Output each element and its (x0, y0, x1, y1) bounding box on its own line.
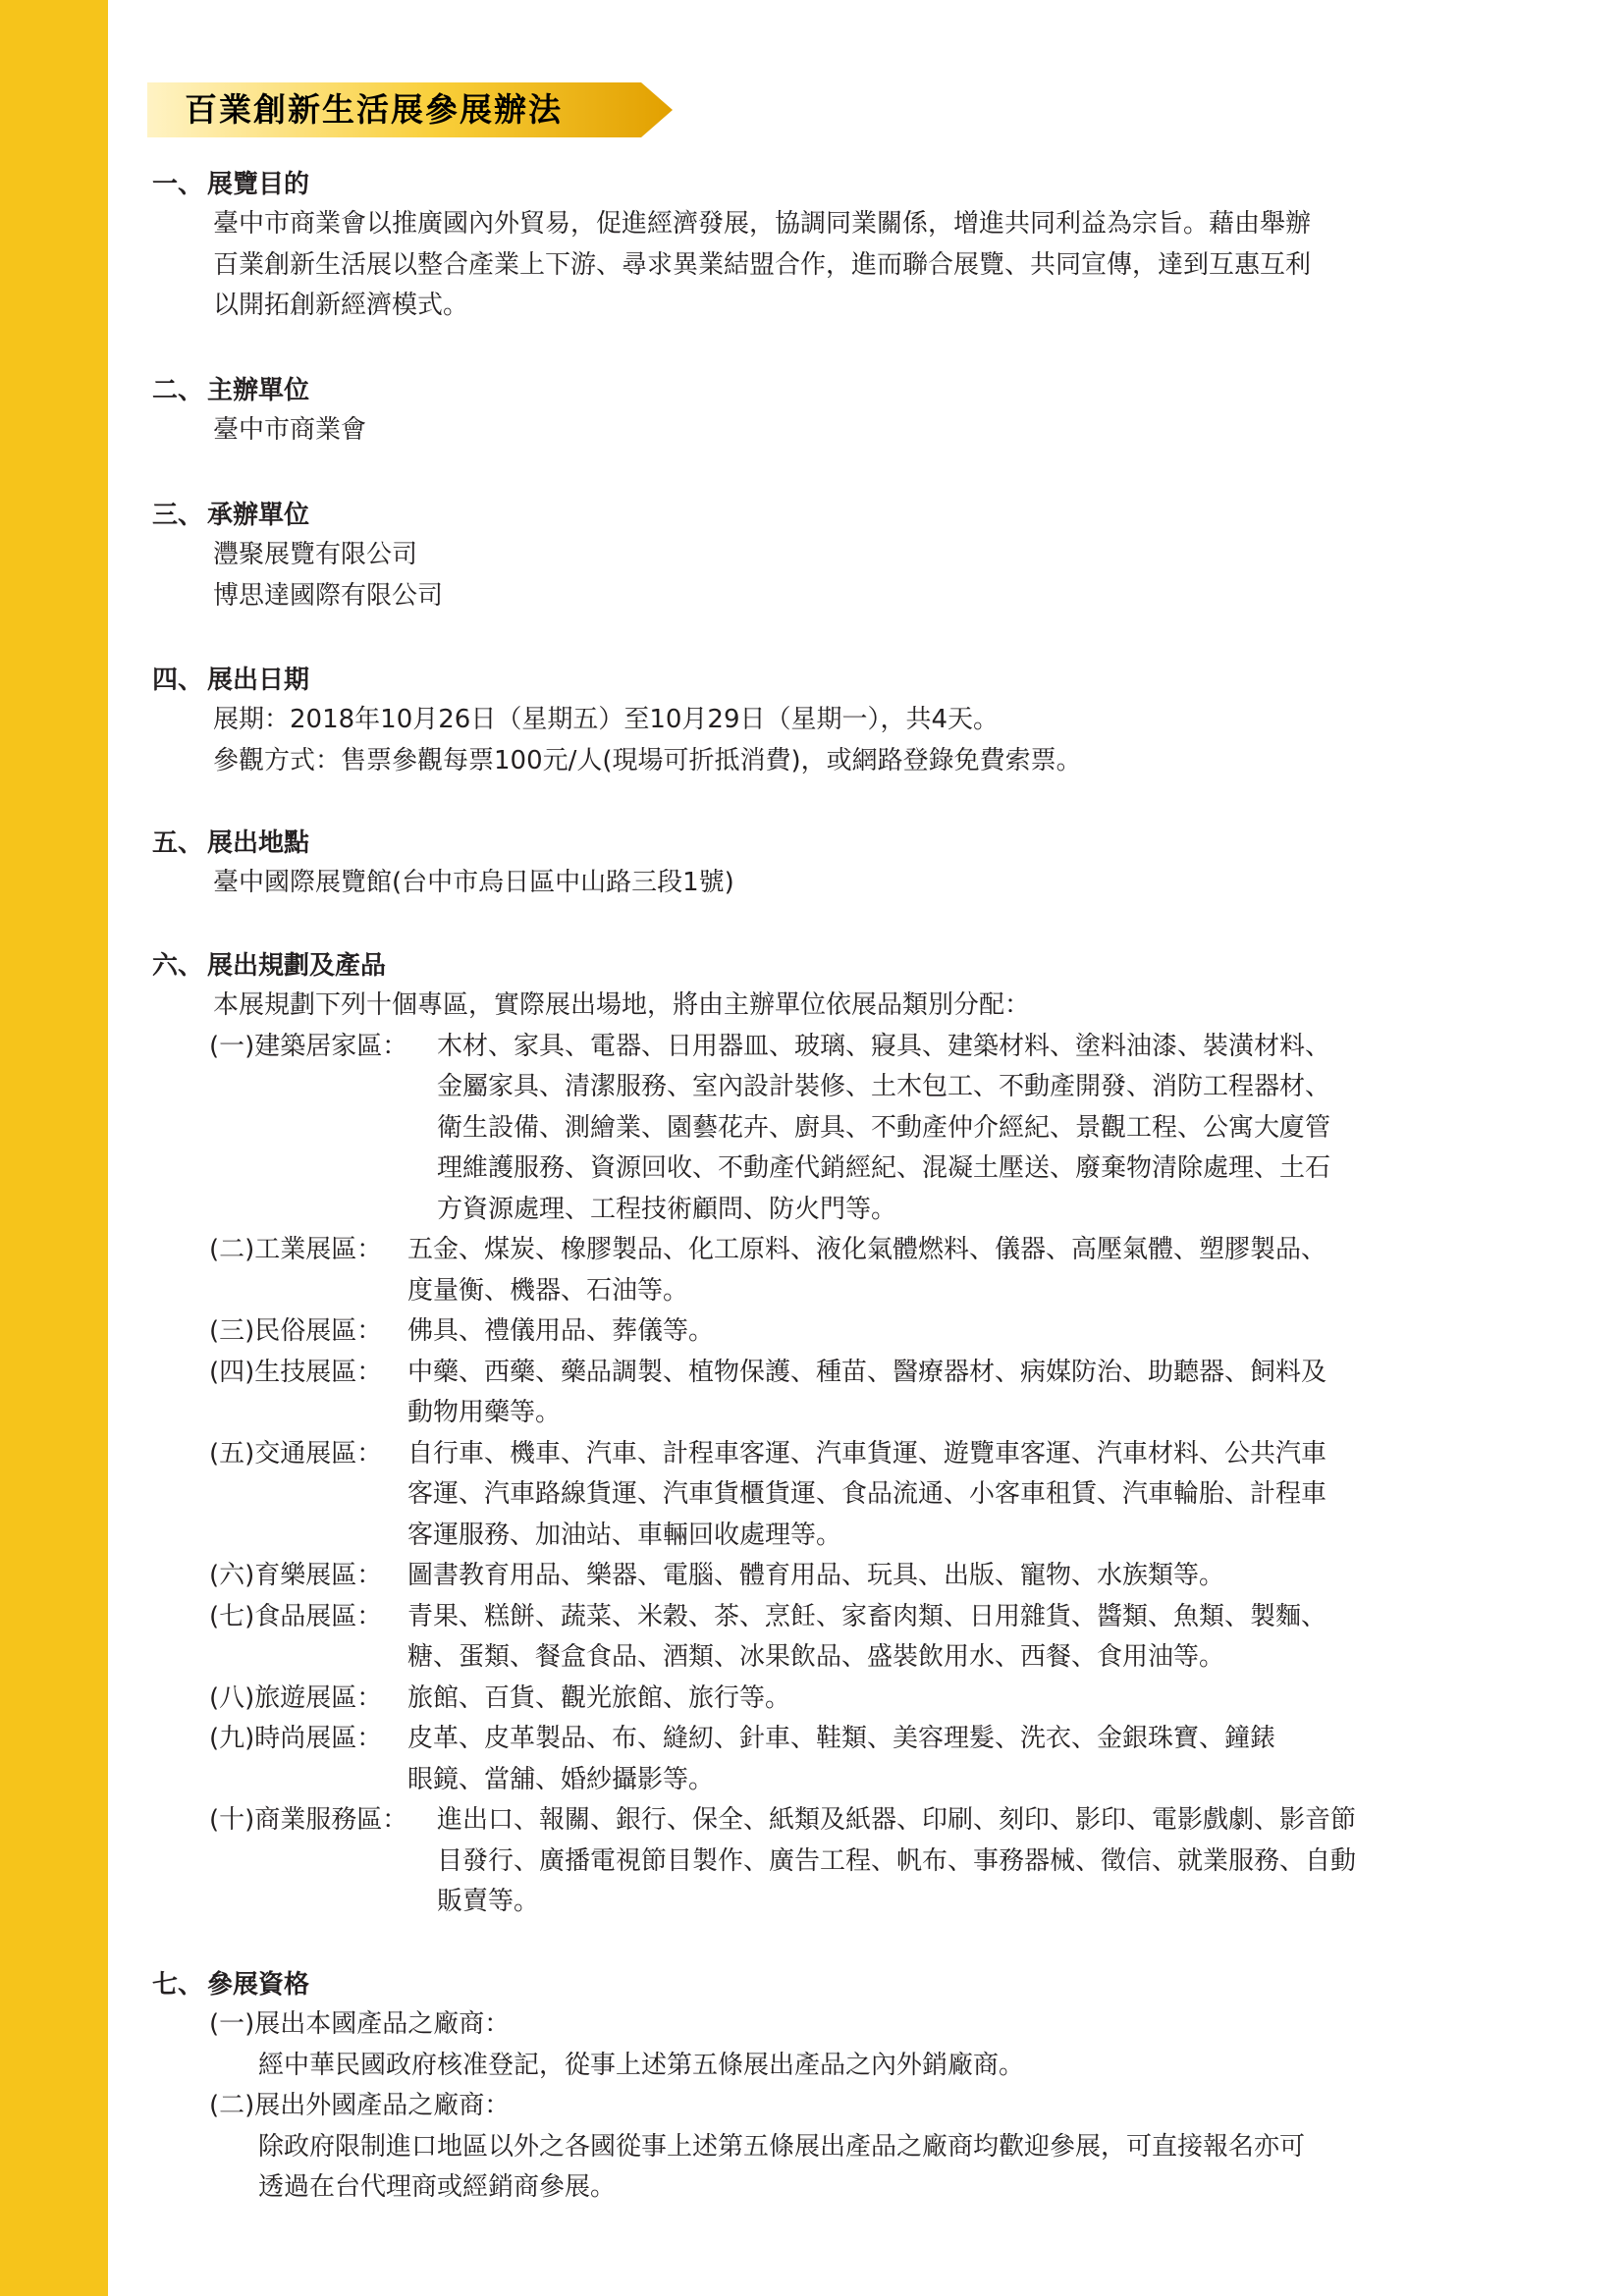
section-number: 六、 (152, 951, 204, 981)
category-label: (三)民俗展區： (209, 1316, 383, 1346)
category-line: 五金、煤炭、橡膠製品、化工原料、液化氣體燃料、儀器、高壓氣體、塑膠製品、 (407, 1235, 1327, 1264)
section-venue (152, 824, 1507, 904)
section-products (152, 946, 1507, 1923)
category-label: (一)建築居家區： (209, 1031, 408, 1061)
category-line: 度量衡、機器、石油等。 (407, 1275, 689, 1306)
section-number: 三、 (152, 501, 204, 530)
category-recreation (152, 1556, 1507, 1597)
category-line: 衛生設備、測繪業、園藝花卉、廚具、不動產仲介經紀、景觀工程、公寓大廈管 (437, 1112, 1331, 1143)
section-number: 七、 (152, 1970, 204, 2000)
section-title: 展出日期 (207, 666, 310, 695)
category-line: 動物用藥等。 (407, 1398, 562, 1427)
eligibility-line: 除政府限制進口地區以外之各國從事上述第五條展出產品之廠商均歡迎參展，可直接報名亦可 (258, 2131, 1306, 2162)
category-line: 皮革、皮革製品、布、縫紉、針車、鞋類、美容理髮、洗衣、金銀珠寶、鐘錶 (407, 1724, 1276, 1753)
category-line: 中藥、西藥、藥品調製、植物保護、種苗、醫療器材、病媒防治、助聽器、飼料及 (407, 1357, 1327, 1387)
body-line: 百業創新生活展以整合產業上下游、尋求異業結盟合作，進而聯合展覽、共同宣傳，達到互惠互利 (213, 249, 1312, 280)
section-eligibility (152, 1965, 1507, 2209)
category-line: 糖、蛋類、餐盒食品、酒類、冰果飲品、盛裝飲用水、西餐、食用油等。 (407, 1642, 1225, 1672)
section-title: 展覽目的 (207, 170, 310, 199)
category-travel (152, 1679, 1507, 1720)
section-executor (152, 496, 1507, 616)
category-label: (九)時尚展區： (209, 1724, 383, 1753)
category-biotech (152, 1353, 1507, 1434)
category-industry (152, 1230, 1507, 1311)
category-transport (152, 1434, 1507, 1557)
section-title: 承辦單位 (207, 501, 310, 530)
category-label: (四)生技展區： (209, 1357, 383, 1387)
category-line: 金屬家具、清潔服務、室內設計裝修、土木包工、不動產開發、消防工程器材、 (437, 1072, 1331, 1101)
category-line: 理維護服務、資源回收、不動產代銷經紀、混凝土壓送、廢棄物清除處理、土石 (437, 1153, 1331, 1183)
section-heading (152, 661, 1507, 700)
section-heading (152, 1965, 1507, 2004)
category-line: 販賣等。 (437, 1887, 540, 1916)
section-purpose (152, 165, 1507, 327)
section-heading (152, 496, 1507, 535)
section-organizer (152, 371, 1507, 452)
body-line: 臺中國際展覽館(台中市烏日區中山路三段1號) (213, 868, 734, 897)
category-line: 客運服務、加油站、車輛回收處理等。 (407, 1520, 842, 1550)
category-label: (七)食品展區： (209, 1601, 383, 1631)
section-dates (152, 661, 1507, 781)
category-line: 圖書教育用品、樂器、電腦、體育用品、玩具、出版、寵物、水族類等。 (407, 1561, 1225, 1590)
section-heading (152, 946, 1507, 986)
intro-line: 本展規劃下列十個專區，實際展出場地，將由主辦單位依展品類別分配： (213, 990, 1031, 1020)
body-line: 博思達國際有限公司 (213, 580, 444, 611)
section-number: 一、 (152, 170, 204, 199)
eligibility-line: 經中華民國政府核准登記，從事上述第五條展出產品之內外銷廠商。 (258, 2050, 1025, 2080)
category-business (152, 1800, 1507, 1923)
category-line: 自行車、機車、汽車、計程車客運、汽車貨運、遊覽車客運、汽車材料、公共汽車 (407, 1438, 1327, 1468)
category-label: (五)交通展區： (209, 1438, 383, 1468)
body-line: 以開拓創新經濟模式。 (213, 291, 469, 320)
category-line: 進出口、報關、銀行、保全、紙類及紙器、印刷、刻印、影印、電影戲劇、影音節 (437, 1805, 1357, 1835)
category-label: (十)商業服務區： (209, 1805, 408, 1835)
category-fashion (152, 1719, 1507, 1800)
category-line: 眼鏡、當舖、婚紗攝影等。 (407, 1764, 715, 1794)
title-banner (147, 82, 673, 137)
section-title: 展出規劃及產品 (207, 951, 387, 981)
eligibility-label: (二)展出外國產品之廠商： (209, 2091, 511, 2120)
section-title: 展出地點 (207, 828, 310, 858)
category-line: 旅館、百貨、觀光旅館、旅行等。 (407, 1682, 791, 1713)
section-heading (152, 371, 1507, 410)
body-line: 灃聚展覽有限公司 (213, 540, 418, 569)
page-title: 百業創新生活展參展辦法 (185, 90, 563, 129)
section-heading (152, 165, 1507, 204)
category-folk (152, 1311, 1507, 1353)
category-line: 目發行、廣播電視節目製作、廣告工程、帆布、事務器械、徵信、就業服務、自動 (437, 1845, 1357, 1876)
yellow-side-bar (0, 0, 108, 2296)
section-number: 五、 (152, 828, 204, 858)
section-heading (152, 824, 1507, 863)
category-label: (二)工業展區： (209, 1235, 383, 1264)
category-food (152, 1597, 1507, 1679)
body-line: 臺中市商業會 (213, 415, 367, 445)
category-line: 佛具、禮儀用品、葬儀等。 (407, 1316, 715, 1346)
body-line: 展期：2018年10月26日（星期五）至10月29日（星期一），共4天。 (213, 705, 1000, 734)
category-line: 客運、汽車路線貨運、汽車貨櫃貨運、食品流通、小客車租賃、汽車輪胎、計程車 (407, 1479, 1327, 1509)
section-title: 主辦單位 (207, 376, 310, 405)
category-building (152, 1027, 1507, 1231)
category-label: (六)育樂展區： (209, 1561, 383, 1590)
eligibility-line: 透過在台代理商或經銷商參展。 (258, 2172, 617, 2202)
section-number: 四、 (152, 666, 204, 695)
section-title: 參展資格 (207, 1970, 310, 2000)
eligibility-label: (一)展出本國產品之廠商： (209, 2009, 511, 2039)
category-line: 木材、家具、電器、日用器皿、玻璃、寢具、建築材料、塗料油漆、裝潢材料、 (437, 1031, 1331, 1061)
body-line: 臺中市商業會以推廣國內外貿易，促進經濟發展，協調同業關係，增進共同利益為宗旨。藉由舉辦 (213, 209, 1312, 239)
section-number: 二、 (152, 376, 204, 405)
category-line: 青果、糕餅、蔬菜、米穀、茶、烹飪、家畜肉類、日用雜貨、醬類、魚類、製麵、 (407, 1601, 1327, 1631)
body-line: 參觀方式：售票參觀每票100元/人(現場可折抵消費)，或網路登錄免費索票。 (213, 745, 1082, 775)
category-line: 方資源處理、工程技術顧問、防火門等。 (437, 1194, 897, 1224)
category-label: (八)旅遊展區： (209, 1682, 383, 1713)
